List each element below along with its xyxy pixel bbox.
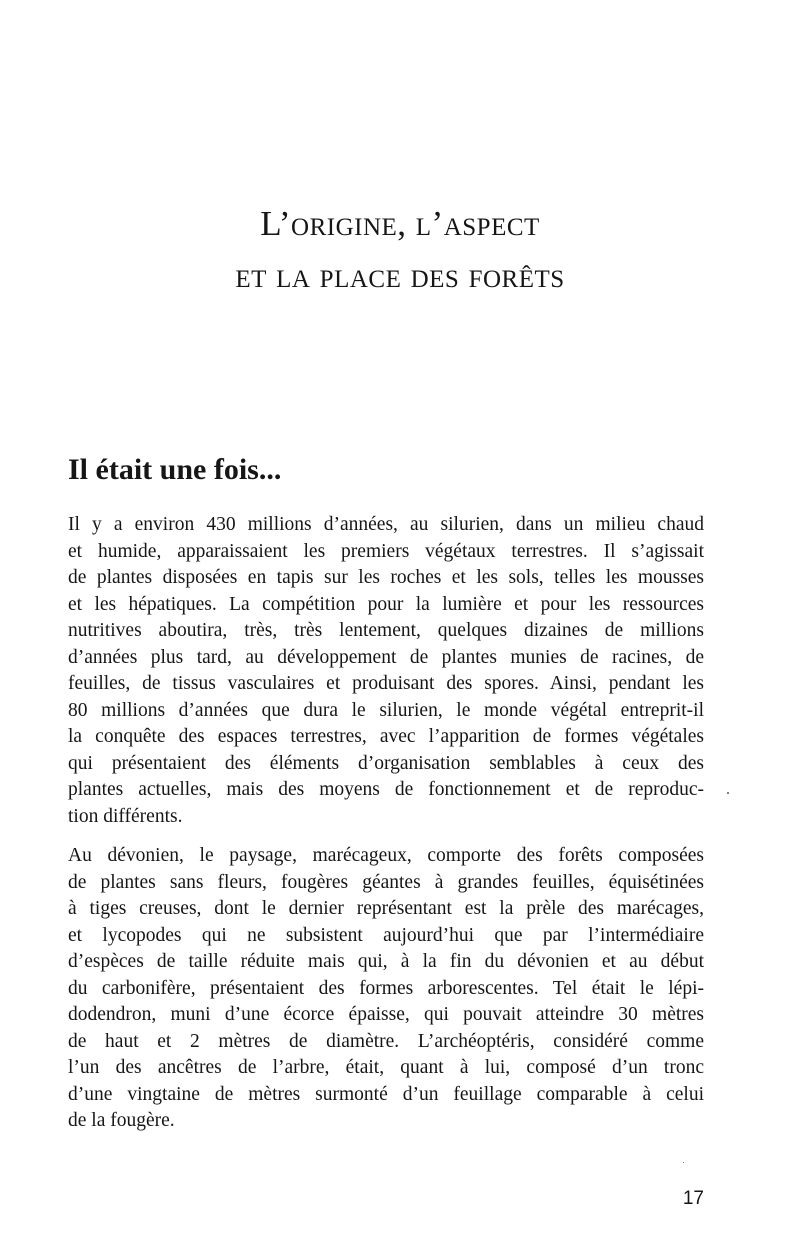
text-line: et les hépatiques. La compétition pour la lumière et pour les ressources <box>68 593 704 615</box>
text-line: de la fougère. <box>68 1110 175 1131</box>
chapter-title <box>0 198 800 302</box>
text-line: la conquête des espaces terrestres, avec l’apparition de formes végétales <box>68 726 704 747</box>
text-line: à tiges creuses, dont le dernier représentant est la prèle des marécages, <box>68 898 704 919</box>
text-line: plantes actuelles, mais des moyens de fonctionnement et de reproduc- <box>68 779 704 800</box>
text-line: et humide, apparaissaient les premiers végétaux terrestres. Il s’agissait <box>68 540 704 562</box>
text-line: feuilles, de tissus vasculaires et produisant des spores. Ainsi, pendant les <box>68 673 704 694</box>
text-line: de haut et 2 mètres de diamètre. L’archéoptéris, considéré comme <box>68 1030 704 1052</box>
section-heading: Il était une fois... <box>68 453 282 486</box>
text-line: de plantes disposées en tapis sur les roches et les sols, telles les mousses <box>68 567 704 588</box>
text-line: tion différents. <box>68 805 183 827</box>
text-line: Il y a environ 430 millions d’années, au silurien, dans un milieu chaud <box>68 514 704 535</box>
chapter-title-line-1: L’origine, l’aspect <box>260 204 540 243</box>
text-line: l’un des ancêtres de l’arbre, était, quant à lui, composé d’un tronc <box>68 1057 704 1078</box>
text-line: 80 millions d’années que dura le silurien, le monde végétal entreprit-il <box>68 699 704 721</box>
text-line: de plantes sans fleurs, fougères géantes à grandes feuilles, équisétinées <box>68 871 704 893</box>
text-line: dodendron, muni d’une écorce épaisse, qui pouvait atteindre 30 mètres <box>68 1004 704 1025</box>
paragraph-1 <box>68 512 704 830</box>
page-number: 17 <box>682 1188 704 1209</box>
text-line: qui présentaient des éléments d’organisation semblables à ceux des <box>68 752 704 774</box>
text-line: et lycopodes qui ne subsistent aujourd’hui que par l’intermédiaire <box>68 924 704 946</box>
scan-speck <box>727 792 729 794</box>
text-line: d’espèces de taille réduite mais qui, à la fin du dévonien et au début <box>68 951 704 972</box>
text-line: du carbonifère, présentaient des formes arborescentes. Tel était le lépi- <box>68 977 704 999</box>
scan-speck <box>683 1162 684 1163</box>
text-line: Au dévonien, le paysage, marécageux, comporte des forêts composées <box>68 845 704 866</box>
chapter-title-line-2: et la place des forêts <box>235 256 565 295</box>
paragraph-2 <box>68 843 704 1135</box>
text-line: nutritives aboutira, très, très lentement, quelques dizaines de millions <box>68 620 704 641</box>
text-line: d’années plus tard, au développement de plantes munies de racines, de <box>68 646 704 668</box>
text-line: d’une vingtaine de mètres surmonté d’un feuillage comparable à celui <box>68 1083 704 1105</box>
